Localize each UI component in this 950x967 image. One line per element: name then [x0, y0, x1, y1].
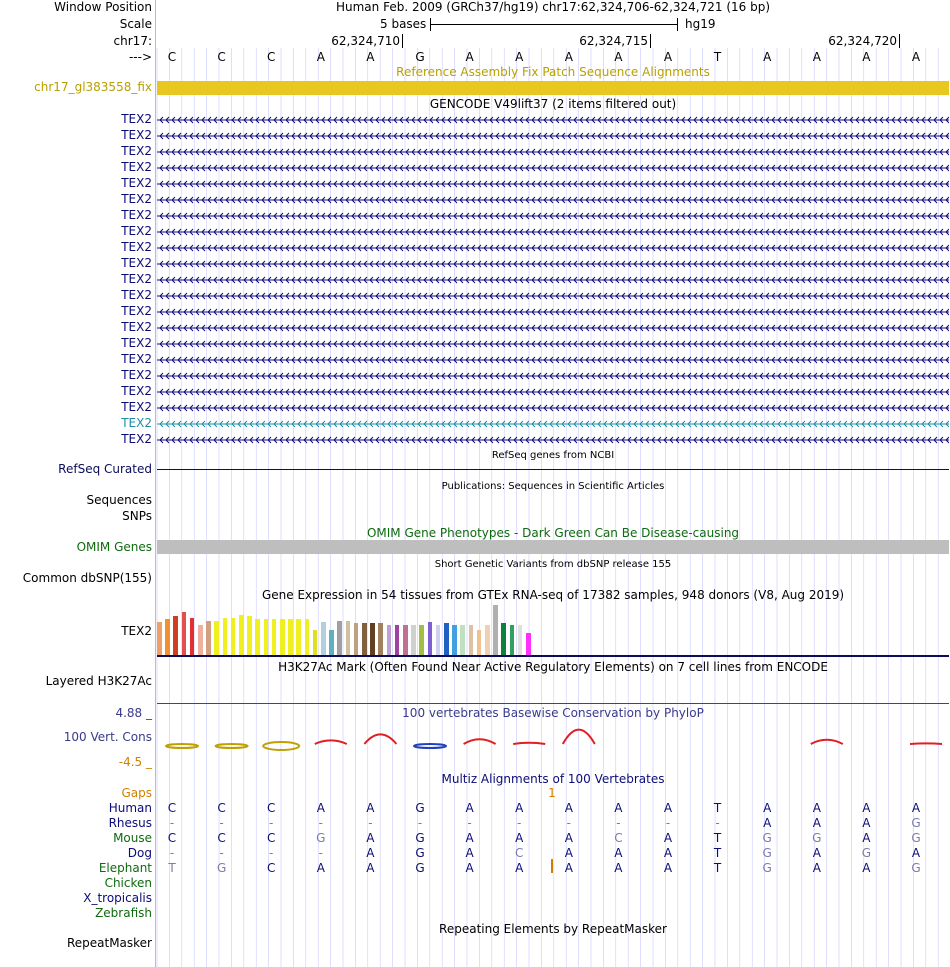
- gencode-transcript-line[interactable]: [157, 115, 949, 125]
- dbsnp-label[interactable]: Common dbSNP(155): [22, 571, 152, 585]
- conservation-glyph: [216, 744, 248, 748]
- repeatmasker-title: Repeating Elements by RepeatMasker: [439, 922, 667, 936]
- multiz-base: G: [415, 861, 425, 875]
- omim-gene-bar[interactable]: [157, 540, 949, 554]
- reference-base: A: [862, 50, 871, 64]
- multiz-base: G: [762, 831, 772, 845]
- reference-base: A: [663, 50, 673, 64]
- scale-bar: [430, 24, 677, 25]
- multiz-base: A: [763, 801, 772, 815]
- coord-tick: [650, 34, 651, 48]
- gtex-tissue-bar[interactable]: [157, 622, 162, 655]
- gtex-tissue-bar[interactable]: [296, 619, 301, 655]
- gtex-tissue-bar[interactable]: [403, 625, 408, 655]
- gencode-transcript-line[interactable]: [157, 387, 949, 397]
- reference-base: A: [911, 50, 921, 64]
- multiz-base: C: [514, 846, 524, 860]
- multiz-species-label[interactable]: Dog: [127, 846, 152, 860]
- multiz-base: -: [517, 816, 522, 830]
- gencode-transcript-line[interactable]: [157, 339, 949, 349]
- gencode-transcript-line[interactable]: [157, 435, 949, 445]
- multiz-base: C: [217, 831, 226, 845]
- scale-bar-right-tick: [677, 18, 678, 31]
- gtex-tissue-bar[interactable]: [510, 625, 515, 655]
- multiz-base: -: [269, 816, 274, 830]
- multiz-species-label[interactable]: Elephant: [98, 861, 152, 875]
- gencode-transcript-line[interactable]: [157, 179, 949, 189]
- multiz-base: A: [763, 816, 772, 830]
- multiz-base: G: [216, 861, 227, 875]
- gtex-tissue-bar[interactable]: [313, 630, 318, 655]
- multiz-base: T: [713, 861, 722, 875]
- gencode-transcript-label[interactable]: TEX2: [121, 144, 152, 158]
- reference-base: C: [266, 50, 276, 64]
- reference-base: C: [167, 50, 177, 64]
- gtex-tissue-bar[interactable]: [231, 618, 236, 655]
- scale-db: hg19: [685, 17, 716, 31]
- gencode-transcript-line[interactable]: [157, 371, 949, 381]
- gtex-tissue-bar[interactable]: [395, 625, 400, 655]
- repeatmasker-label[interactable]: RepeatMasker: [66, 936, 152, 950]
- gencode-transcript-line[interactable]: [157, 419, 949, 429]
- reference-base: A: [515, 50, 524, 64]
- gtex-tissue-bar[interactable]: [493, 605, 498, 655]
- multiz-base: G: [762, 846, 772, 860]
- fix-patch-alignment-bar[interactable]: [157, 81, 949, 95]
- gtex-tissue-bar[interactable]: [305, 619, 310, 655]
- gencode-transcript-line[interactable]: [157, 195, 949, 205]
- conservation-plot[interactable]: [0, 706, 950, 766]
- gencode-transcript-label[interactable]: TEX2: [121, 368, 152, 382]
- reference-base: G: [415, 50, 425, 64]
- gencode-transcript-label[interactable]: TEX2: [121, 304, 152, 318]
- gencode-transcript-line[interactable]: [157, 211, 949, 221]
- multiz-base: -: [665, 816, 671, 830]
- gtex-gene-line: [157, 655, 949, 657]
- multiz-base: G: [415, 831, 425, 845]
- multiz-base: G: [762, 861, 772, 875]
- multiz-base: -: [219, 846, 224, 860]
- gencode-transcript-label[interactable]: TEX2: [121, 336, 152, 350]
- gencode-transcript-label[interactable]: TEX2: [121, 272, 152, 286]
- omim-title: OMIM Gene Phenotypes - Dark Green Can Be Disease-causing: [366, 526, 740, 540]
- multiz-base: A: [614, 846, 623, 860]
- multiz-base: -: [318, 816, 323, 830]
- coord-tick: [899, 34, 900, 48]
- multiz-base: -: [318, 846, 323, 860]
- gencode-transcript-label[interactable]: TEX2: [121, 256, 152, 270]
- conservation-ymax: 4.88 _: [115, 706, 152, 720]
- window-position-label: Window Position: [54, 0, 152, 14]
- reference-base: A: [763, 50, 772, 64]
- gencode-transcript-label[interactable]: TEX2: [121, 208, 152, 222]
- gencode-title: GENCODE V49lift37 (2 items filtered out): [429, 97, 677, 111]
- multiz-base: -: [566, 816, 571, 830]
- gencode-transcript-line[interactable]: [157, 307, 949, 317]
- track-area-border: [155, 0, 156, 967]
- gtex-tissue-bar[interactable]: [378, 623, 383, 655]
- conservation-glyph: [910, 743, 942, 744]
- gencode-transcript-label[interactable]: TEX2: [121, 416, 152, 430]
- coord-tick: [402, 34, 403, 48]
- multiz-base: G: [911, 816, 921, 830]
- gap-indicator: [551, 859, 553, 873]
- multiz-base: A: [812, 801, 821, 815]
- multiz-base: G: [415, 846, 425, 860]
- gtex-tissue-bar[interactable]: [444, 623, 449, 655]
- fix-patch-title: Reference Assembly Fix Patch Sequence Alignments: [396, 65, 710, 79]
- gtex-tissue-bar[interactable]: [321, 622, 326, 655]
- multiz-base: A: [564, 861, 573, 875]
- multiz-base: A: [911, 801, 921, 815]
- gencode-transcript-line[interactable]: [157, 259, 949, 269]
- gtex-tissue-bar[interactable]: [411, 625, 416, 655]
- gaps-label[interactable]: Gaps: [121, 786, 152, 800]
- gtex-tissue-bar[interactable]: [518, 625, 523, 655]
- multiz-base: A: [366, 801, 375, 815]
- multiz-base: C: [167, 801, 177, 815]
- gtex-tissue-bar[interactable]: [469, 625, 474, 655]
- multiz-base: A: [515, 861, 524, 875]
- conservation-glyph: [811, 740, 843, 744]
- multiz-base: G: [316, 831, 326, 845]
- gtex-tissue-bar[interactable]: [214, 621, 219, 655]
- scale-bar-left-tick: [430, 18, 431, 31]
- gencode-transcript-label[interactable]: TEX2: [121, 176, 152, 190]
- multiz-base: A: [366, 846, 375, 860]
- gencode-transcript-line[interactable]: [157, 323, 949, 333]
- gtex-title: Gene Expression in 54 tissues from GTEx RNA-seq of 17382 samples, 948 donors (V8, Aug 2019): [261, 588, 845, 602]
- multiz-species-label[interactable]: Human: [108, 801, 152, 815]
- gtex-tissue-bar[interactable]: [354, 623, 359, 655]
- gtex-tissue-bar[interactable]: [247, 616, 252, 655]
- multiz-base: G: [861, 846, 872, 860]
- gencode-transcript-label[interactable]: TEX2: [121, 160, 152, 174]
- gencode-transcript-label[interactable]: TEX2: [121, 240, 152, 254]
- h3k27ac-title: H3K27Ac Mark (Often Found Near Active Regulatory Elements) on 7 cell lines from ENCODE: [278, 660, 828, 674]
- multiz-base: G: [415, 801, 425, 815]
- gencode-transcript-line[interactable]: [157, 131, 949, 141]
- multiz-species-label[interactable]: Chicken: [104, 876, 152, 890]
- multiz-base: A: [316, 861, 325, 875]
- multiz-base: A: [911, 846, 921, 860]
- scale-label: Scale: [119, 17, 152, 31]
- refseq-gene-line[interactable]: [157, 469, 949, 470]
- multiz-base: -: [169, 846, 175, 860]
- gencode-transcript-label[interactable]: TEX2: [121, 352, 152, 366]
- multiz-base: -: [417, 816, 423, 830]
- multiz-base: A: [515, 801, 524, 815]
- multiz-species-label[interactable]: X_tropicalis: [83, 891, 152, 905]
- refseq-label[interactable]: RefSeq Curated: [58, 462, 152, 476]
- gtex-tissue-bar[interactable]: [223, 618, 228, 655]
- gtex-tissue-bar[interactable]: [477, 630, 482, 655]
- dbsnp-title: Short Genetic Variants from dbSNP release 155: [434, 559, 672, 570]
- multiz-base: A: [663, 801, 673, 815]
- conservation-glyph: [464, 739, 496, 744]
- multiz-base: A: [515, 831, 524, 845]
- coord-label: 62,324,710: [331, 34, 400, 48]
- conservation-glyph: [263, 742, 299, 750]
- gencode-transcript-label[interactable]: TEX2: [121, 432, 152, 446]
- gtex-tissue-bar[interactable]: [239, 615, 244, 655]
- gencode-transcript-line[interactable]: [157, 275, 949, 285]
- multiz-base: T: [168, 861, 176, 875]
- conservation-glyph: [315, 740, 347, 744]
- reference-base: T: [713, 50, 722, 64]
- gtex-tissue-bar[interactable]: [255, 619, 260, 655]
- multiz-base: A: [862, 801, 871, 815]
- gencode-transcript-label[interactable]: TEX2: [121, 288, 152, 302]
- gtex-tissue-bar[interactable]: [173, 616, 178, 655]
- h3k27ac-label[interactable]: Layered H3K27Ac: [45, 674, 152, 688]
- multiz-base: A: [316, 801, 325, 815]
- gencode-transcript-label[interactable]: TEX2: [121, 224, 152, 238]
- multiz-base: A: [614, 861, 623, 875]
- multiz-base: C: [167, 831, 177, 845]
- gencode-transcript-label[interactable]: TEX2: [121, 192, 152, 206]
- multiz-base: A: [663, 831, 673, 845]
- multiz-species-label[interactable]: Mouse: [113, 831, 152, 845]
- multiz-base: A: [564, 801, 573, 815]
- fix-patch-label[interactable]: chr17_gl383558_fix: [34, 80, 152, 94]
- gtex-tissue-bar[interactable]: [198, 625, 203, 655]
- gencode-transcript-line[interactable]: [157, 147, 949, 157]
- reference-base: A: [812, 50, 821, 64]
- conservation-label[interactable]: 100 Vert. Cons: [63, 730, 152, 744]
- conservation-ymin: -4.5 _: [118, 755, 152, 769]
- multiz-species-label[interactable]: Zebrafish: [95, 906, 152, 920]
- conservation-glyph: [364, 734, 396, 744]
- conservation-glyph: [414, 744, 446, 748]
- gtex-tissue-bar[interactable]: [485, 625, 490, 655]
- gaps-marker: 1: [548, 786, 556, 800]
- refseq-title: RefSeq genes from NCBI: [491, 450, 615, 461]
- multiz-base: A: [465, 801, 474, 815]
- strand-arrow-label: --->: [128, 50, 152, 64]
- multiz-base: A: [812, 816, 821, 830]
- multiz-base: A: [862, 831, 871, 845]
- conservation-title: 100 vertebrates Basewise Conservation by PhyloP: [402, 706, 704, 720]
- chrom-label: chr17:: [113, 34, 152, 48]
- multiz-base: A: [564, 846, 573, 860]
- multiz-base: A: [366, 831, 375, 845]
- multiz-base: T: [713, 831, 722, 845]
- multiz-base: A: [465, 846, 474, 860]
- multiz-base: G: [911, 861, 921, 875]
- reference-base: A: [564, 50, 573, 64]
- gtex-tissue-bar[interactable]: [288, 619, 293, 655]
- gtex-tissue-bar[interactable]: [501, 623, 506, 655]
- multiz-base: A: [862, 816, 871, 830]
- gencode-transcript-line[interactable]: [157, 291, 949, 301]
- multiz-base: C: [217, 801, 226, 815]
- multiz-base: C: [614, 831, 623, 845]
- gtex-tissue-bar[interactable]: [346, 621, 351, 655]
- multiz-base: A: [465, 831, 474, 845]
- gtex-tissue-bar[interactable]: [280, 619, 285, 655]
- gtex-tissue-bar[interactable]: [387, 625, 392, 655]
- reference-base: C: [217, 50, 226, 64]
- gtex-tissue-bar[interactable]: [452, 625, 457, 655]
- multiz-base: -: [269, 846, 274, 860]
- scale-text: 5 bases: [380, 17, 427, 31]
- gtex-tissue-bar[interactable]: [272, 619, 277, 655]
- publications-snps-label[interactable]: SNPs: [122, 509, 152, 523]
- gencode-transcript-label[interactable]: TEX2: [121, 128, 152, 142]
- multiz-base: -: [467, 816, 472, 830]
- multiz-base: C: [266, 861, 276, 875]
- multiz-base: G: [812, 831, 822, 845]
- gencode-transcript-line[interactable]: [157, 403, 949, 413]
- gencode-transcript-label[interactable]: TEX2: [121, 320, 152, 334]
- multiz-base: C: [266, 831, 276, 845]
- gencode-transcript-label[interactable]: TEX2: [121, 400, 152, 414]
- multiz-base: A: [663, 861, 673, 875]
- multiz-species-label[interactable]: Rhesus: [108, 816, 152, 830]
- multiz-base: T: [713, 846, 722, 860]
- gencode-transcript-line[interactable]: [157, 243, 949, 253]
- gencode-transcript-label[interactable]: TEX2: [121, 112, 152, 126]
- multiz-base: A: [812, 846, 821, 860]
- multiz-base: T: [713, 801, 722, 815]
- gtex-tissue-bar[interactable]: [526, 633, 531, 655]
- gtex-tissue-bar[interactable]: [419, 625, 424, 655]
- multiz-base: A: [366, 861, 375, 875]
- multiz-base: A: [862, 861, 871, 875]
- multiz-base: -: [368, 816, 373, 830]
- gtex-tissue-bar[interactable]: [460, 625, 465, 655]
- multiz-base: -: [715, 816, 720, 830]
- publications-sequences-label[interactable]: Sequences: [86, 493, 152, 507]
- gtex-tissue-bar[interactable]: [329, 630, 334, 655]
- multiz-base: A: [465, 861, 474, 875]
- coord-label: 62,324,720: [828, 34, 897, 48]
- publications-title: Publications: Sequences in Scientific Articles: [441, 481, 665, 492]
- gencode-transcript-line[interactable]: [157, 227, 949, 237]
- h3k27ac-baseline: [157, 703, 949, 704]
- gtex-tissue-bar[interactable]: [428, 622, 433, 655]
- conservation-glyph: [513, 743, 545, 744]
- gtex-tissue-bar[interactable]: [370, 623, 375, 655]
- reference-base: A: [366, 50, 375, 64]
- gtex-tissue-bar[interactable]: [264, 619, 269, 655]
- multiz-base: A: [663, 846, 673, 860]
- multiz-base: C: [266, 801, 276, 815]
- reference-base: A: [465, 50, 474, 64]
- reference-base: A: [316, 50, 325, 64]
- window-position: Human Feb. 2009 (GRCh37/hg19) chr17:62,324,706-62,324,721 (16 bp): [335, 0, 770, 14]
- multiz-base: A: [812, 861, 821, 875]
- gtex-tissue-bar[interactable]: [337, 621, 342, 655]
- multiz-title: Multiz Alignments of 100 Vertebrates: [441, 772, 665, 786]
- conservation-glyph: [563, 730, 595, 744]
- gencode-transcript-line[interactable]: [157, 355, 949, 365]
- reference-base: A: [614, 50, 623, 64]
- gencode-transcript-label[interactable]: TEX2: [121, 384, 152, 398]
- gtex-tissue-bar[interactable]: [362, 623, 367, 655]
- conservation-glyph: [166, 744, 198, 748]
- multiz-base: A: [614, 801, 623, 815]
- gtex-tissue-bar[interactable]: [206, 621, 211, 655]
- multiz-base: -: [219, 816, 224, 830]
- multiz-base: -: [169, 816, 175, 830]
- gtex-tissue-bar[interactable]: [182, 612, 187, 655]
- gtex-tissue-bar[interactable]: [190, 618, 195, 655]
- gencode-transcript-line[interactable]: [157, 163, 949, 173]
- gtex-tissue-bar[interactable]: [436, 625, 441, 655]
- multiz-base: -: [616, 816, 621, 830]
- gtex-tissue-bar[interactable]: [165, 619, 170, 655]
- multiz-base: G: [911, 831, 921, 845]
- omim-label[interactable]: OMIM Genes: [76, 540, 152, 554]
- gtex-label[interactable]: TEX2: [121, 624, 152, 638]
- multiz-base: A: [564, 831, 573, 845]
- coord-label: 62,324,715: [579, 34, 648, 48]
